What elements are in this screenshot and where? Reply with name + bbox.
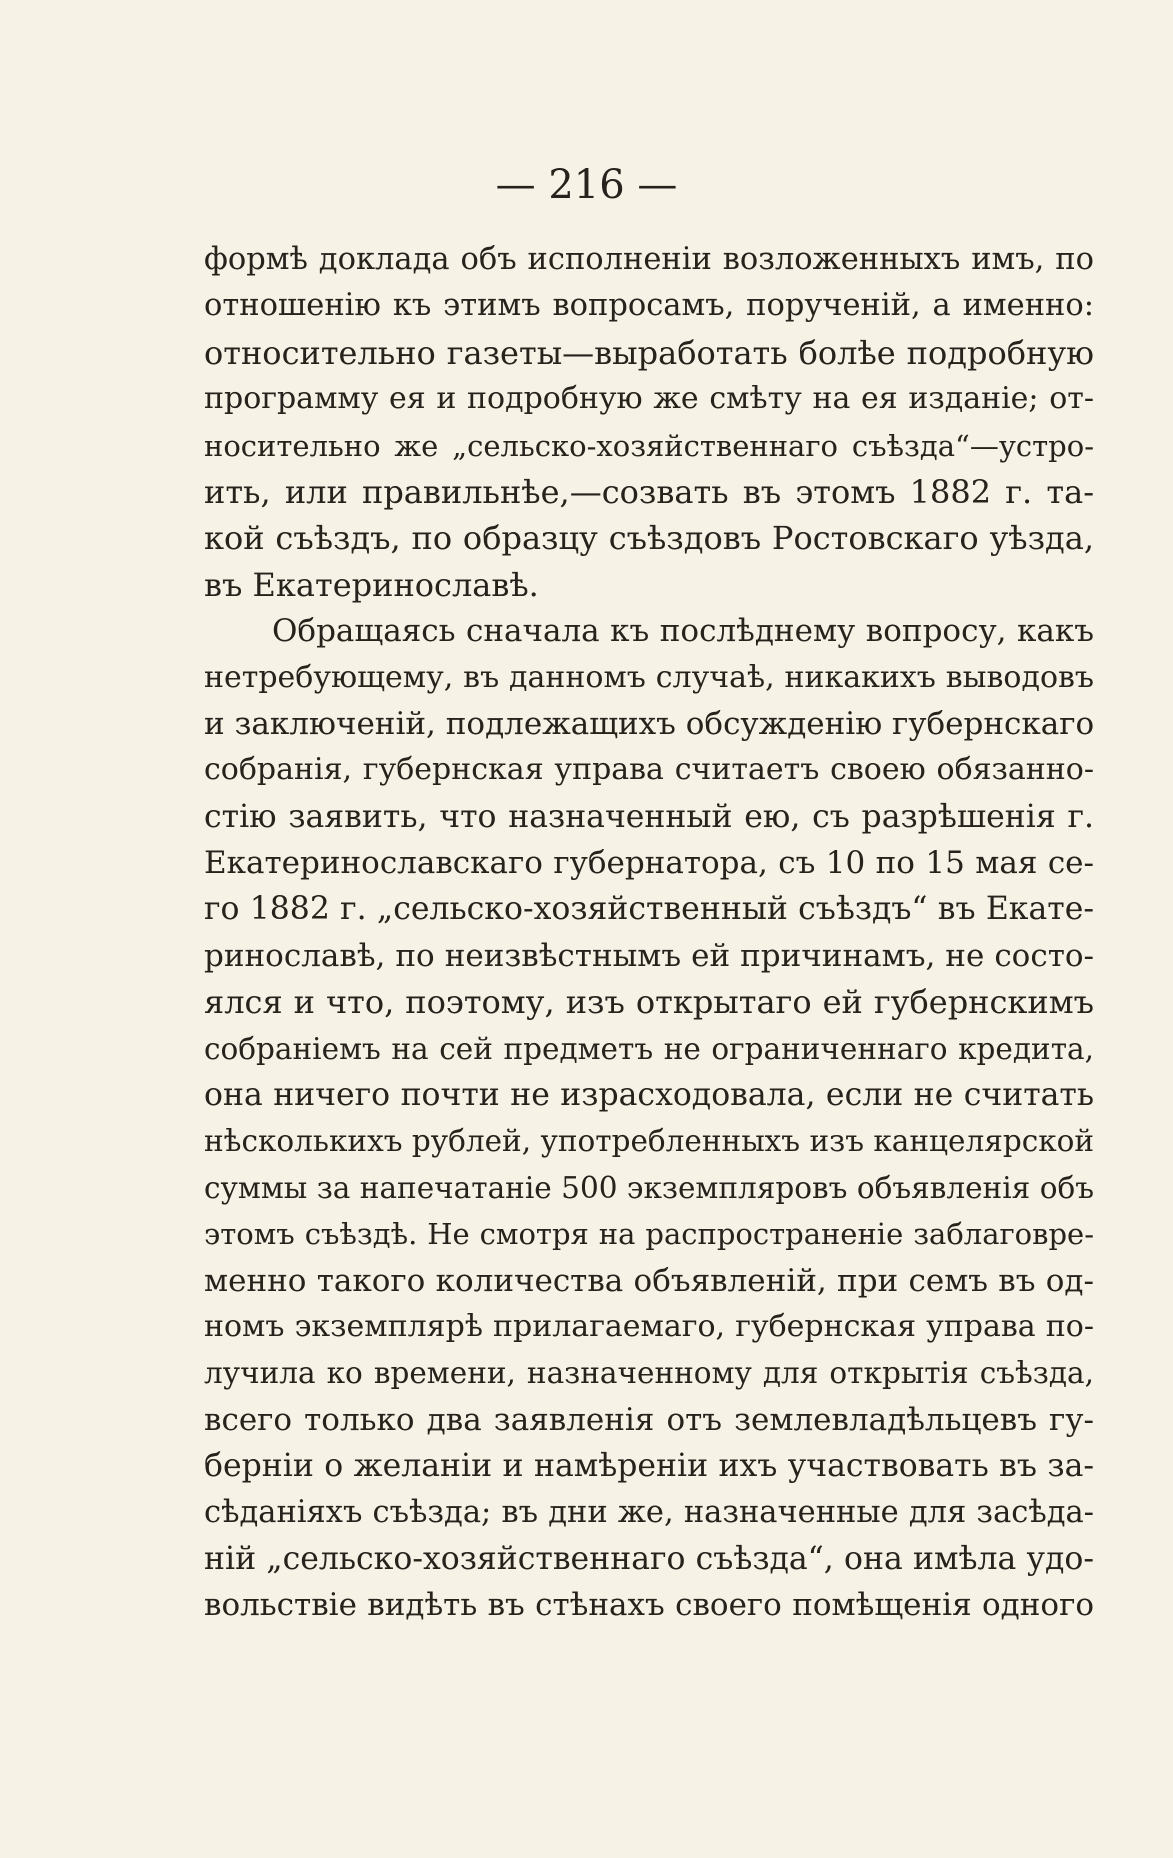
text-line: номъ экземплярѣ прилагаемаго, губернская управа по- <box>204 1308 1094 1344</box>
text-line: нѣсколькихъ рублей, употребленныхъ изъ канцелярской <box>204 1124 1095 1159</box>
text-line: кой съѣздъ, по образцу съѣздовъ Ростовскаго уѣзда, <box>204 519 1094 558</box>
text-line: вольствіе видѣть въ стѣнахъ своего помѣщенія одного <box>204 1587 1094 1624</box>
text-line: ринославѣ, по неизвѣстнымъ ей причинамъ, не состо- <box>204 937 1094 974</box>
text-line: стію заявить, что назначенный ею, съ разрѣшенія г. <box>204 798 1094 835</box>
text-line: лучила ко времени, назначенному для открытія съѣзда, <box>204 1356 1094 1391</box>
text-line: нетребующему, въ данномъ случаѣ, никакихъ выводовъ <box>204 659 1094 695</box>
text-line: го 1882 г. „сельско-хозяйственный съѣздъ“ въ Екате- <box>204 891 1094 928</box>
body-text <box>204 237 1094 1629</box>
text-line: носительно же „сельско-хозяйственнаго съѣзда“—устро- <box>204 428 1094 463</box>
text-line: Екатеринославскаго губернатора, съ 10 по 15 мая се- <box>204 845 1094 882</box>
text-line: формѣ доклада объ исполненіи возложенныхъ имъ, по <box>204 242 1094 277</box>
text-line: ній „сельско-хозяйственнаго съѣзда“, она имѣла удо- <box>204 1540 1094 1577</box>
text-line: программу ея и подробную же смѣту на ея изданіе; от- <box>204 381 1094 417</box>
text-line: этомъ съѣздѣ. Не смотря на распространеніе заблаговре- <box>204 1217 1094 1252</box>
text-line: суммы за напечатаніе 500 экземпляровъ объявленія объ <box>204 1170 1094 1205</box>
text-line: сѣданіяхъ съѣзда; въ дни же, назначенные для засѣда- <box>204 1494 1094 1530</box>
text-line: берніи о желаніи и намѣреніи ихъ участвовать въ за- <box>204 1448 1094 1485</box>
text-line: менно такого количества объявленій, при семъ въ од- <box>204 1262 1094 1299</box>
text-line: ялся и что, поэтому, изъ открытаго ей губернскимъ <box>204 983 1094 1022</box>
text-line: относительно газеты—выработать болѣе подробную <box>204 333 1094 372</box>
text-line: въ Екатеринославѣ. <box>204 565 539 604</box>
text-line: собраніемъ на сей предметъ не ограниченнаго кредита, <box>204 1031 1094 1066</box>
paragraph-start-line: Обращаясь сначала къ послѣднему вопросу, какъ <box>272 613 1094 650</box>
text-line: собранія, губернская управа считаетъ своею обязанно- <box>204 752 1094 788</box>
text-line: и заключеній, подлежащихъ обсужденію губернскаго <box>204 705 1095 742</box>
text-line: ить, или правильнѣе,—созвать въ этомъ 1882 г. та- <box>204 472 1094 511</box>
page-number: — 216 — <box>495 162 678 208</box>
text-line: отношенію къ этимъ вопросамъ, порученій, а именно: <box>204 288 1094 324</box>
text-line: всего только два заявленія отъ землевладѣльцевъ гу- <box>204 1401 1094 1438</box>
text-line: она ничего почти не израсходовала, если не считать <box>204 1077 1094 1114</box>
